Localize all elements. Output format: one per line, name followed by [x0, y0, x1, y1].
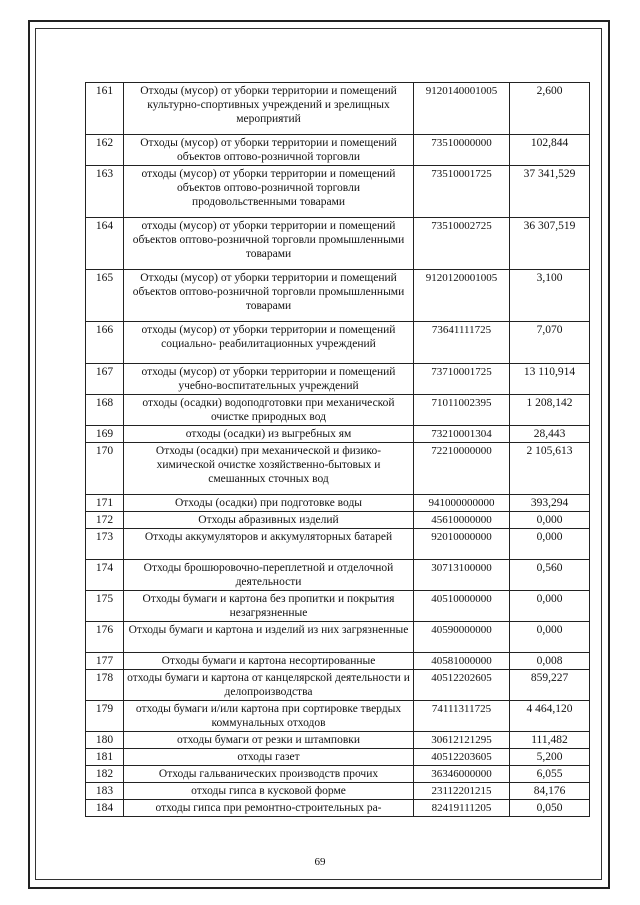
waste-name: отходы (мусор) от уборки территории и помещений объектов оптово-розничной торговли продовольственными товарами — [124, 166, 414, 218]
waste-table — [85, 82, 590, 817]
table-row — [86, 166, 590, 218]
waste-code: 74111311725 — [414, 701, 510, 732]
waste-code: 45610000000 — [414, 512, 510, 529]
waste-name: Отходы брошюровочно-переплетной и отделочной деятельности — [124, 560, 414, 591]
waste-name: Отходы бумаги и картона без пропитки и покрытия незагрязненные — [124, 591, 414, 622]
table-row — [86, 218, 590, 270]
waste-name: отходы (осадки) из выгребных ям — [124, 426, 414, 443]
table-row — [86, 560, 590, 591]
waste-amount: 0,000 — [510, 529, 590, 560]
table-row — [86, 701, 590, 732]
row-number: 177 — [86, 653, 124, 670]
waste-amount: 28,443 — [510, 426, 590, 443]
waste-code: 40510000000 — [414, 591, 510, 622]
row-number: 180 — [86, 732, 124, 749]
waste-amount: 3,100 — [510, 270, 590, 322]
row-number: 171 — [86, 495, 124, 512]
waste-code: 30713100000 — [414, 560, 510, 591]
row-number: 182 — [86, 766, 124, 783]
waste-amount: 84,176 — [510, 783, 590, 800]
waste-code: 40590000000 — [414, 622, 510, 653]
waste-amount: 0,050 — [510, 800, 590, 817]
waste-name: Отходы (мусор) от уборки территории и помещений объектов оптово-розничной торговли — [124, 135, 414, 166]
table-row — [86, 766, 590, 783]
row-number: 162 — [86, 135, 124, 166]
row-number: 174 — [86, 560, 124, 591]
waste-code: 72210000000 — [414, 443, 510, 495]
waste-name: Отходы абразивных изделий — [124, 512, 414, 529]
table-row — [86, 364, 590, 395]
waste-name: отходы бумаги от резки и штамповки — [124, 732, 414, 749]
page-number: 69 — [314, 856, 326, 868]
waste-amount: 37 341,529 — [510, 166, 590, 218]
waste-name: отходы (мусор) от уборки территории и помещений социально- реабилитационных учреждений — [124, 322, 414, 364]
waste-table-body — [86, 83, 590, 817]
waste-amount: 859,227 — [510, 670, 590, 701]
waste-name: Отходы бумаги и картона и изделий из них загрязненные — [124, 622, 414, 653]
table-row — [86, 670, 590, 701]
waste-amount: 1 208,142 — [510, 395, 590, 426]
row-number: 165 — [86, 270, 124, 322]
waste-name: отходы (мусор) от уборки территории и помещений учебно-воспитательных учреждений — [124, 364, 414, 395]
waste-amount: 102,844 — [510, 135, 590, 166]
waste-name: отходы бумаги и/или картона при сортировке твердых коммунальных отходов — [124, 701, 414, 732]
waste-code: 73510000000 — [414, 135, 510, 166]
waste-code: 73510002725 — [414, 218, 510, 270]
waste-amount: 2 105,613 — [510, 443, 590, 495]
row-number: 164 — [86, 218, 124, 270]
waste-code: 40581000000 — [414, 653, 510, 670]
table-row — [86, 749, 590, 766]
waste-amount: 2,600 — [510, 83, 590, 135]
waste-amount: 0,560 — [510, 560, 590, 591]
row-number: 166 — [86, 322, 124, 364]
waste-amount: 0,000 — [510, 591, 590, 622]
waste-code: 82419111205 — [414, 800, 510, 817]
table-row — [86, 653, 590, 670]
waste-name: Отходы (мусор) от уборки территории и помещений объектов оптово-розничной торговли промышленными товарами — [124, 270, 414, 322]
table-row — [86, 622, 590, 653]
waste-code: 73510001725 — [414, 166, 510, 218]
waste-name: Отходы (осадки) при механической и физико-химической очистке хозяйственно-бытовых и смешанных сточных вод — [124, 443, 414, 495]
waste-code: 9120120001005 — [414, 270, 510, 322]
row-number: 163 — [86, 166, 124, 218]
table-row — [86, 135, 590, 166]
waste-name: отходы (мусор) от уборки территории и помещений объектов оптово-розничной торговли промышленными товарами — [124, 218, 414, 270]
waste-name: Отходы гальванических производств прочих — [124, 766, 414, 783]
waste-name: отходы бумаги и картона от канцелярской деятельности и делопроизводства — [124, 670, 414, 701]
row-number: 184 — [86, 800, 124, 817]
table-row — [86, 529, 590, 560]
waste-code: 9120140001005 — [414, 83, 510, 135]
row-number: 167 — [86, 364, 124, 395]
row-number: 170 — [86, 443, 124, 495]
waste-code: 23112201215 — [414, 783, 510, 800]
waste-code: 73710001725 — [414, 364, 510, 395]
row-number: 168 — [86, 395, 124, 426]
row-number: 178 — [86, 670, 124, 701]
table-row — [86, 591, 590, 622]
waste-amount: 0,000 — [510, 622, 590, 653]
row-number: 169 — [86, 426, 124, 443]
row-number: 176 — [86, 622, 124, 653]
row-number: 179 — [86, 701, 124, 732]
table-row — [86, 732, 590, 749]
waste-amount: 36 307,519 — [510, 218, 590, 270]
waste-code: 92010000000 — [414, 529, 510, 560]
table-row — [86, 395, 590, 426]
waste-amount: 4 464,120 — [510, 701, 590, 732]
row-number: 172 — [86, 512, 124, 529]
waste-name: Отходы (осадки) при подготовке воды — [124, 495, 414, 512]
row-number: 175 — [86, 591, 124, 622]
waste-code: 40512203605 — [414, 749, 510, 766]
waste-code: 36346000000 — [414, 766, 510, 783]
row-number: 183 — [86, 783, 124, 800]
row-number: 161 — [86, 83, 124, 135]
waste-name: Отходы аккумуляторов и аккумуляторных батарей — [124, 529, 414, 560]
waste-name: отходы гипса при ремонтно-строительных ра- — [124, 800, 414, 817]
table-row — [86, 426, 590, 443]
table-row — [86, 512, 590, 529]
waste-amount: 13 110,914 — [510, 364, 590, 395]
waste-amount: 5,200 — [510, 749, 590, 766]
waste-code: 941000000000 — [414, 495, 510, 512]
waste-code: 73210001304 — [414, 426, 510, 443]
waste-name: Отходы бумаги и картона несортированные — [124, 653, 414, 670]
table-row — [86, 800, 590, 817]
table-row — [86, 495, 590, 512]
table-row — [86, 322, 590, 364]
waste-code: 71011002395 — [414, 395, 510, 426]
waste-code: 73641111725 — [414, 322, 510, 364]
table-row — [86, 270, 590, 322]
waste-name: Отходы (мусор) от уборки территории и помещений культурно-спортивных учреждений и зрелищных мероприятий — [124, 83, 414, 135]
waste-code: 40512202605 — [414, 670, 510, 701]
waste-amount: 393,294 — [510, 495, 590, 512]
table-row — [86, 83, 590, 135]
waste-amount: 0,000 — [510, 512, 590, 529]
waste-name: отходы (осадки) водоподготовки при механической очистке природных вод — [124, 395, 414, 426]
waste-amount: 0,008 — [510, 653, 590, 670]
table-row — [86, 783, 590, 800]
waste-name: отходы газет — [124, 749, 414, 766]
row-number: 173 — [86, 529, 124, 560]
table-row — [86, 443, 590, 495]
waste-amount: 7,070 — [510, 322, 590, 364]
waste-code: 30612121295 — [414, 732, 510, 749]
waste-table-container — [85, 82, 589, 817]
waste-amount: 111,482 — [510, 732, 590, 749]
waste-name: отходы гипса в кусковой форме — [124, 783, 414, 800]
row-number: 181 — [86, 749, 124, 766]
waste-amount: 6,055 — [510, 766, 590, 783]
